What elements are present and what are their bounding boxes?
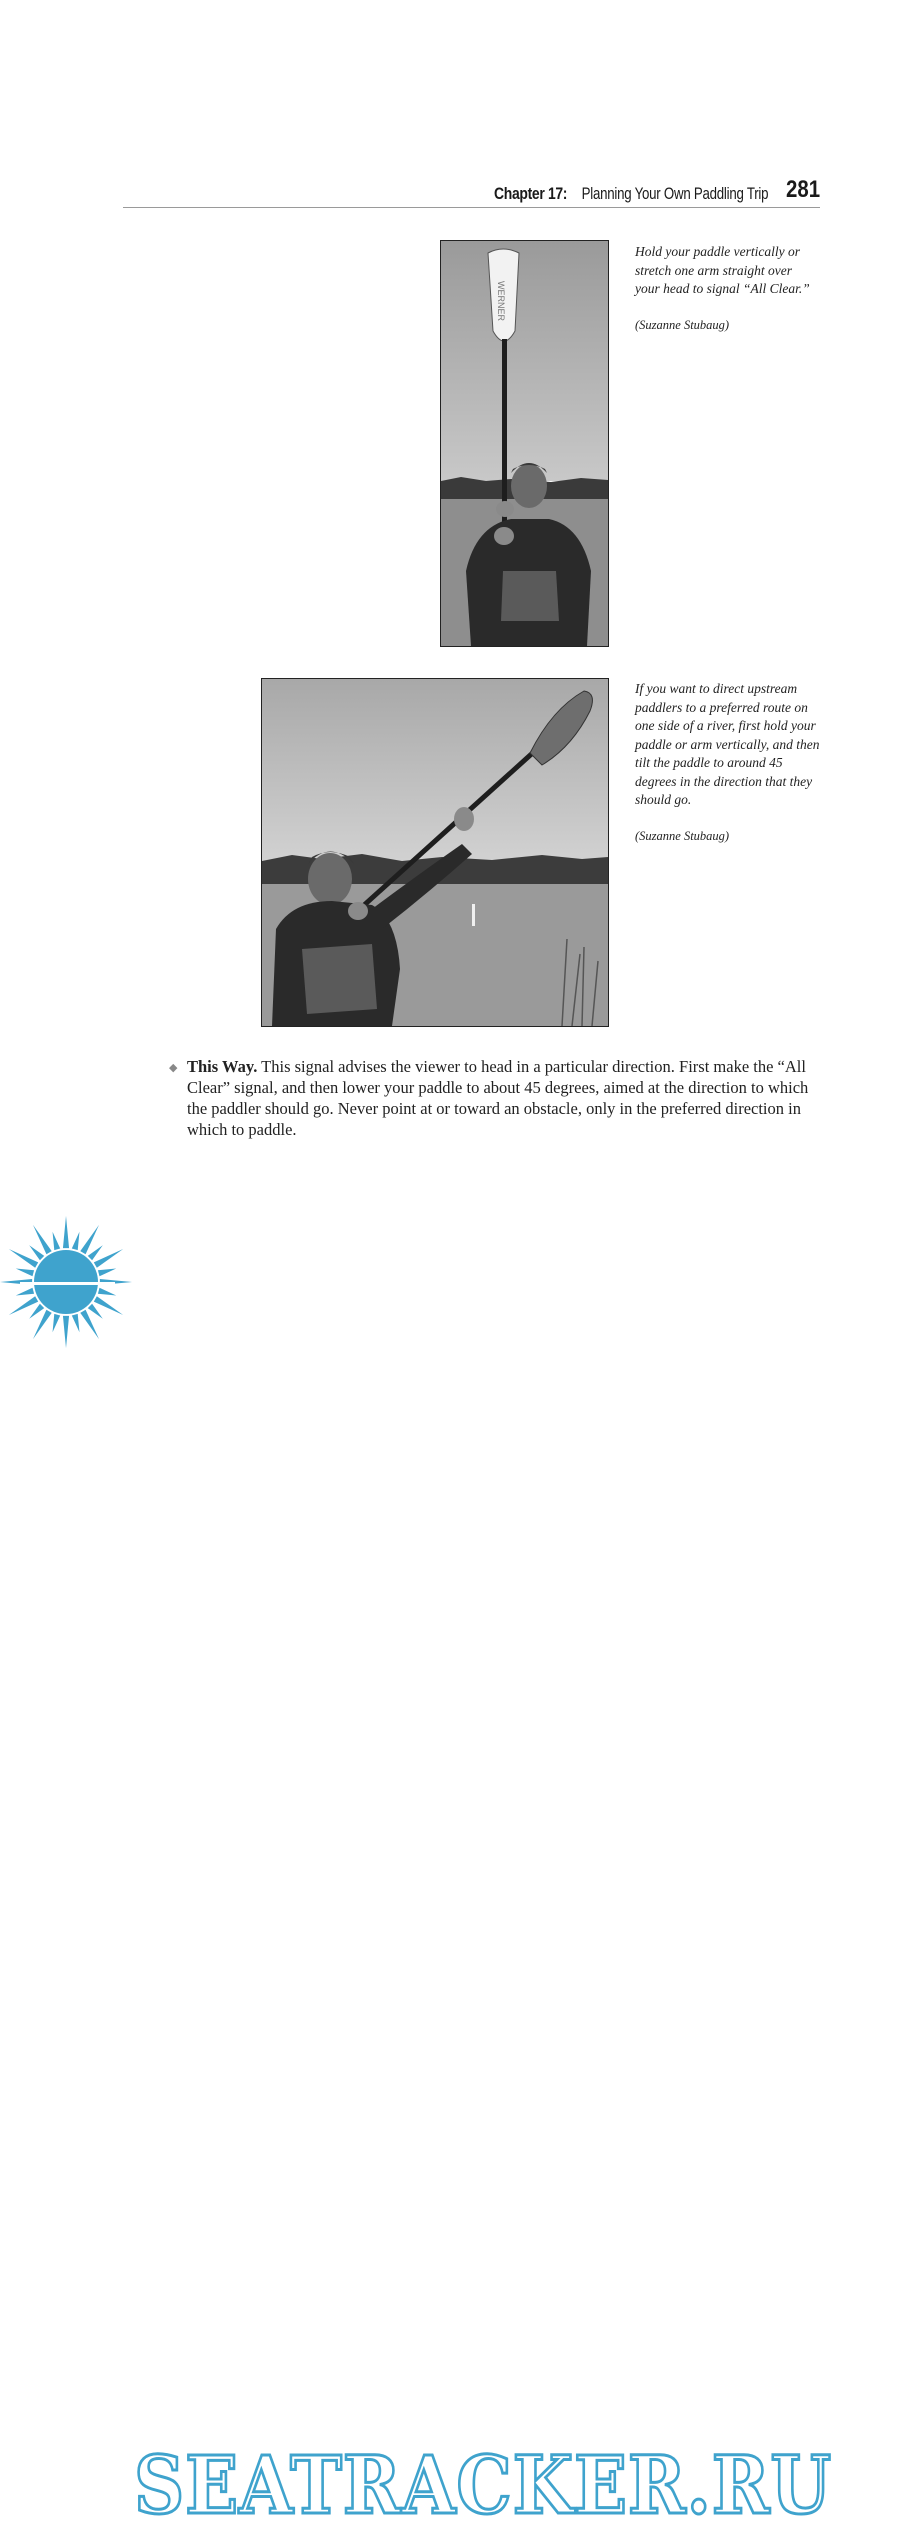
running-header xyxy=(123,178,820,208)
photo-this-way-signal xyxy=(261,678,609,1027)
sun-ray xyxy=(80,1310,99,1339)
sun-ray xyxy=(53,1314,61,1332)
sun-ray xyxy=(53,1232,61,1250)
chapter-title: Planning Your Own Paddling Trip xyxy=(581,184,768,203)
bullet-paragraph xyxy=(169,1056,827,1140)
figure1-credit: (Suzanne Stubaug) xyxy=(635,317,730,332)
watermark-text: SEATRACKER.RU xyxy=(134,2438,832,2532)
sun-logo-icon xyxy=(0,1210,140,1350)
sun-ray xyxy=(72,1314,80,1332)
sun-ray xyxy=(80,1225,99,1254)
sun-ray xyxy=(29,1304,44,1319)
bullet-diamond-icon: ◆ xyxy=(169,1062,178,1074)
sun-ray xyxy=(72,1232,80,1250)
photo-all-clear-signal xyxy=(440,240,609,647)
sun-ray xyxy=(94,1296,123,1315)
bullet-title: This Way. xyxy=(187,1057,258,1076)
page-number: 281 xyxy=(785,176,820,203)
sun-ray xyxy=(98,1269,116,1277)
sun-ray xyxy=(9,1249,38,1268)
chapter-label: Chapter 17: xyxy=(493,184,567,203)
sun-ray xyxy=(63,1316,69,1348)
sun-ray xyxy=(29,1245,44,1260)
figure2-caption-text: If you want to direct upstream paddlers to a preferred route on one side of a river, first hold your paddle or arm vertically, and then tilt the paddle to around 45 degrees in the direction that they should go. xyxy=(635,681,820,807)
sun-ray xyxy=(88,1245,103,1260)
sun-ray xyxy=(16,1269,34,1277)
sun-ray xyxy=(33,1225,52,1254)
sun-ray xyxy=(98,1288,116,1296)
bullet-text: This signal advises the viewer to head in a particular direction. First make the “All Clear” signal, and then lower your paddle to about 45 degrees, aimed at the direction to which the paddler should go. Never point at or toward an obstacle, only in the preferred direction in which to paddle. xyxy=(187,1057,809,1139)
sun-ray xyxy=(88,1304,103,1319)
paddle-brand-label: WERNER xyxy=(496,281,506,321)
sun-ray xyxy=(33,1310,52,1339)
figure1-caption-text: Hold your paddle vertically or stretch one arm straight over your head to signal “All Clear.” xyxy=(635,244,810,296)
figure2-credit: (Suzanne Stubaug) xyxy=(635,828,730,843)
sun-ray xyxy=(94,1249,123,1268)
sun-ray xyxy=(9,1296,38,1315)
sun-ray xyxy=(63,1216,69,1248)
figure1-caption xyxy=(635,243,820,351)
figure2-caption xyxy=(635,680,825,862)
sun-ray xyxy=(16,1288,34,1296)
watermark xyxy=(0,1210,900,2532)
